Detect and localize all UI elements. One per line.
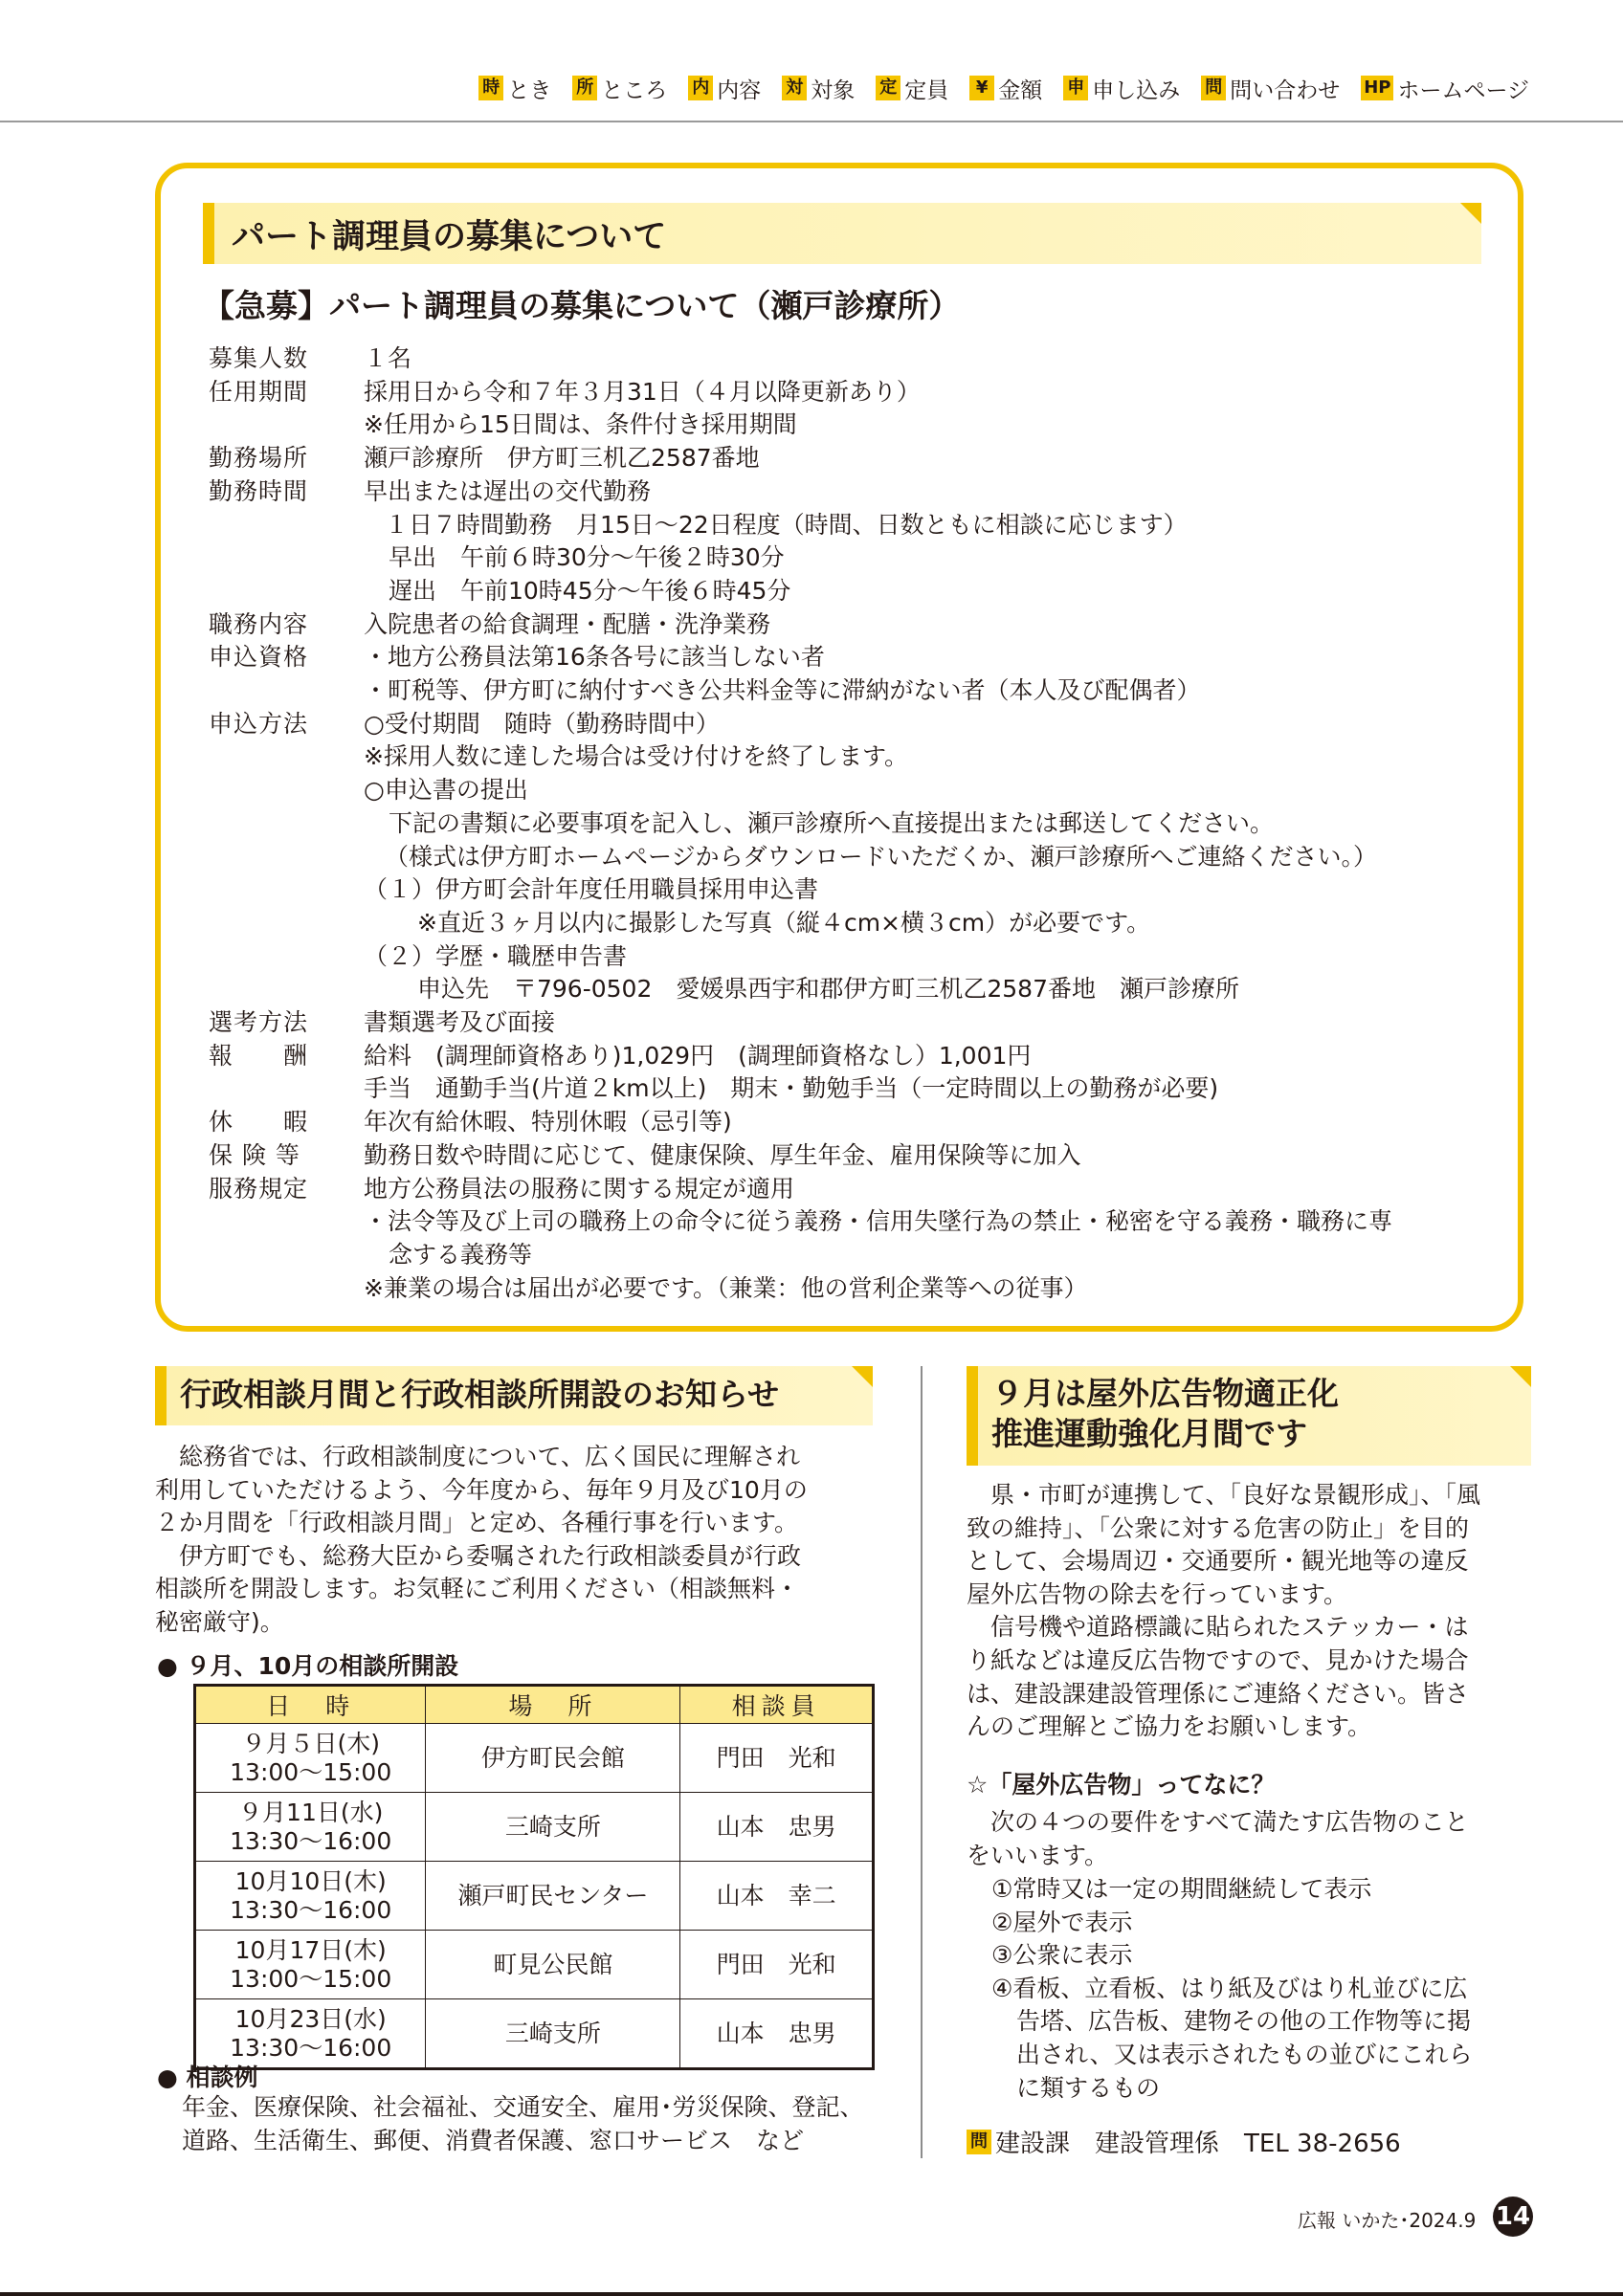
detail-row [209, 1205, 1481, 1239]
ads-title-ribbon [967, 1366, 1531, 1466]
detail-term-spacer [209, 1239, 364, 1272]
detail-row [209, 708, 1481, 741]
detail-value: ○申込書の提出 [364, 776, 528, 805]
legend-item [1201, 73, 1340, 104]
detail-term-spacer [209, 973, 364, 1006]
recruit-subtitle: 【急募】パート調理員の募集について（瀬戸診療所） [203, 287, 961, 324]
legend-label: ホームページ [1397, 77, 1529, 103]
detail-value: 瀬戸診療所 伊方町三机乙2587番地 [364, 444, 760, 473]
detail-term-spacer [209, 575, 364, 608]
detail-row [209, 973, 1481, 1006]
detail-term-spacer [209, 541, 364, 575]
consult-line: ２か月間を「行政相談月間」と定め、各種行事を行います。 [155, 1509, 799, 1537]
schedule-place: 瀬戸町民センター [426, 1862, 680, 1931]
legend-badge: 定 [876, 76, 900, 100]
schedule-time: 13:00～15:00 [230, 1757, 392, 1786]
detail-value: 地方公務員法の服務に関する規定が適用 [364, 1174, 795, 1203]
detail-value: 遅出 午前10時45分～午後６時45分 [389, 576, 791, 605]
legend-item [478, 73, 551, 104]
detail-row [209, 740, 1481, 774]
schedule-person: 山本 忠男 [680, 1999, 874, 2069]
detail-row [209, 541, 1481, 575]
detail-value: ・地方公務員法第16条各号に該当しない者 [364, 643, 825, 672]
detail-row [209, 641, 1481, 674]
ads-intro [967, 1479, 1541, 1744]
detail-value: ・町税等、伊方町に納付すべき公共料金等に滞納がない者（本人及び配偶者） [364, 676, 1201, 705]
recruit-box [155, 163, 1523, 1332]
schedule-date: 10月23日(水) [234, 2004, 387, 2033]
detail-row [209, 1173, 1481, 1206]
detail-row [209, 1040, 1481, 1073]
table-row [195, 1931, 874, 1999]
detail-term: 勤務時間 [209, 476, 309, 505]
legend-item [1361, 73, 1529, 104]
legend-label: 定員 [904, 77, 949, 103]
ads-contact-text: 建設課 建設管理係 TEL 38-2656 [995, 2130, 1401, 2158]
legend-label: 金額 [998, 77, 1043, 103]
table-row [195, 1724, 874, 1793]
detail-value: 早出または遅出の交代勤務 [364, 476, 652, 505]
header-place: 場 所 [426, 1686, 680, 1724]
detail-row [209, 1106, 1481, 1139]
detail-term: 任用期間 [209, 377, 309, 406]
inquiry-badge: 問 [967, 2130, 991, 2154]
detail-term-spacer [209, 873, 364, 907]
legend-item [572, 73, 667, 104]
detail-term: 報 酬 [209, 1041, 309, 1070]
detail-term: 選考方法 [209, 1008, 309, 1037]
legend-item [876, 73, 948, 104]
detail-value: 手当 通勤手当(片道２km以上) 期末・勤勉手当（一定時間以上の勤務が必要) [364, 1074, 1219, 1103]
detail-term: 保 険 等 [209, 1140, 300, 1169]
column-divider [921, 1366, 923, 2158]
detail-value: １日７時間勤務 月15日～22日程度（時間、日数ともに相談に応じます） [385, 510, 1188, 539]
legend-item [688, 73, 761, 104]
consult-line: 相談所を開設します。お気軽にご利用ください（相談無料・ [155, 1575, 800, 1603]
table-row [195, 1862, 874, 1931]
detail-value: 書類選考及び面接 [364, 1008, 556, 1037]
examples-line: 道路、生活衛生、郵便、消費者保護、窓口サービス など [182, 2126, 805, 2154]
examples-line: 年金、医療保険、社会福祉、交通安全、雇用･労災保険、登記、 [182, 2093, 864, 2121]
schedule-person: 門田 光和 [680, 1724, 874, 1793]
detail-term-spacer [209, 509, 364, 542]
recruit-details [209, 342, 1481, 1305]
footer-label: 広報 いかた･2024.9 [1298, 2209, 1477, 2232]
header-divider [0, 121, 1623, 122]
detail-term-spacer [209, 408, 364, 442]
detail-value: 申込先 〒796-0502 愛媛県西宇和郡伊方町三机乙2587番地 瀬戸診療所 [417, 975, 1239, 1004]
legend-badge: 時 [478, 76, 503, 100]
detail-row [209, 442, 1481, 475]
legend-label: 申し込み [1092, 77, 1181, 103]
requirement-line: ③公衆に表示 [991, 1941, 1133, 1970]
examples-list [182, 2091, 890, 2157]
detail-value: ※任用から15日間は、条件付き採用期間 [364, 410, 797, 439]
legend-bar [478, 71, 1529, 105]
schedule-date: 10月17日(木) [234, 1935, 387, 1964]
legend-item [1063, 73, 1180, 104]
detail-term: 休 暇 [209, 1108, 309, 1137]
detail-row [209, 376, 1481, 409]
schedule-date: ９月５日(木) [241, 1729, 380, 1757]
detail-row [209, 608, 1481, 642]
legend-label: 内容 [717, 77, 762, 103]
detail-term-spacer [209, 674, 364, 708]
detail-value: ※採用人数に達した場合は受け付けを終了します。 [364, 742, 908, 771]
schedule-time: 13:30～16:00 [230, 1895, 392, 1924]
legend-label: ところ [601, 77, 668, 103]
detail-term: 申込資格 [209, 643, 309, 672]
detail-row [209, 1072, 1481, 1106]
ads-definition-line: をいいます。 [967, 1841, 1109, 1869]
schedule-heading: ● ９月、10月の相談所開設 [157, 1652, 459, 1680]
detail-row [209, 408, 1481, 442]
header-date: 日 時 [195, 1686, 426, 1724]
detail-value: （１）伊方町会計年度任用職員採用申込書 [364, 875, 819, 904]
ads-contact [967, 2124, 1401, 2159]
ads-line: 致の維持」、「公衆に対する危害の防止」を目的 [967, 1513, 1470, 1542]
schedule-table [193, 1684, 875, 2070]
detail-term-spacer [209, 1072, 364, 1106]
detail-value: ○受付期間 随時（勤務時間中） [364, 709, 720, 738]
schedule-datetime-cell [195, 1862, 426, 1931]
schedule-place: 伊方町民会館 [426, 1724, 680, 1793]
detail-term: 募集人数 [209, 344, 309, 372]
detail-row [209, 807, 1481, 841]
examples-heading: ● 相談例 [157, 2064, 258, 2091]
detail-value: （２）学歴・職歴申告書 [364, 941, 628, 970]
detail-term: 職務内容 [209, 609, 309, 638]
schedule-person: 山本 忠男 [680, 1793, 874, 1862]
schedule-time: 13:00～15:00 [230, 1964, 392, 1993]
ads-title-line-1: ９月は屋外広告物適正化 [991, 1375, 1339, 1412]
consult-line: 利用していただけるよう、今年度から、毎年９月及び10月の [155, 1475, 808, 1504]
detail-row [209, 774, 1481, 807]
schedule-place: 町見公民館 [426, 1931, 680, 1999]
detail-row [209, 841, 1481, 874]
requirement-line: に類するもの [1016, 2073, 1161, 2102]
detail-row [209, 1239, 1481, 1272]
detail-row [209, 1272, 1481, 1306]
legend-badge: HP [1361, 76, 1393, 100]
requirement-line: 出され、又は表示されたもの並びにこれら [1016, 2040, 1473, 2068]
legend-badge: ¥ [969, 76, 994, 100]
legend-badge: 申 [1063, 76, 1088, 100]
detail-value: 下記の書類に必要事項を記入し、瀬戸診療所へ直接提出または郵送してください。 [389, 808, 1275, 837]
detail-term-spacer [209, 940, 364, 974]
detail-term: 申込方法 [209, 709, 309, 738]
consult-line: 総務省では、行政相談制度について、広く国民に理解され [155, 1443, 801, 1470]
ads-line: として、会場周辺・交通要所・観光地等の違反 [967, 1547, 1469, 1576]
detail-value: ※兼業の場合は届出が必要です。（兼業：他の営利企業等への従事） [364, 1273, 1088, 1302]
header-person: 相談員 [680, 1686, 874, 1724]
bottom-divider [0, 2292, 1623, 2296]
requirement-line: 告塔、広告板、建物その他の工作物等に掲 [1016, 2007, 1472, 2036]
ads-line: 信号機や道路標識に貼られたステッカー・は [967, 1613, 1469, 1642]
detail-term-spacer [209, 907, 364, 940]
legend-item [782, 73, 855, 104]
detail-row [209, 1139, 1481, 1173]
detail-term-spacer [209, 774, 364, 807]
schedule-date: 10月10日(木) [234, 1866, 387, 1895]
detail-value: 給料 (調理師資格あり)1,029円 (調理師資格なし）1,001円 [364, 1041, 1032, 1070]
schedule-date: ９月11日(水) [238, 1798, 384, 1826]
detail-row [209, 873, 1481, 907]
schedule-datetime-cell [195, 1793, 426, 1862]
table-row [195, 1793, 874, 1862]
ads-title-line-2: 推進運動強化月間です [991, 1415, 1307, 1452]
detail-row [209, 907, 1481, 940]
detail-term-spacer [209, 740, 364, 774]
schedule-datetime-cell [195, 1931, 426, 1999]
detail-row [209, 475, 1481, 509]
consult-line: 伊方町でも、総務大臣から委嘱された行政相談委員が行政 [155, 1541, 802, 1570]
legend-item [969, 73, 1042, 104]
schedule-person: 門田 光和 [680, 1931, 874, 1999]
detail-row [209, 940, 1481, 974]
detail-value: （様式は伊方町ホームページからダウンロードいただくか、瀬戸診療所へご連絡ください。） [385, 842, 1378, 871]
legend-label: 問い合わせ [1230, 77, 1341, 103]
detail-row [209, 674, 1481, 708]
legend-badge: 問 [1201, 76, 1226, 100]
detail-value: ※直近３ヶ月以内に撮影した写真（縦４cm×横３cm）が必要です。 [417, 908, 1151, 937]
ads-line: は、建設課建設管理係にご連絡ください。皆さ [967, 1679, 1470, 1708]
detail-term-spacer [209, 841, 364, 874]
recruit-title: パート調理員の募集について [232, 218, 667, 256]
detail-value: ・法令等及び上司の職務上の命令に従う義務・信用失墜行為の禁止・秘密を守る義務・職務に専 [364, 1207, 1393, 1236]
detail-term: 勤務場所 [209, 444, 309, 473]
schedule-place: 三崎支所 [426, 1793, 680, 1862]
legend-badge: 内 [688, 76, 713, 100]
detail-term: 服務規定 [209, 1174, 309, 1203]
ads-line: んのご理解とご協力をお願いします。 [967, 1712, 1372, 1741]
ads-definition [967, 1806, 1541, 1872]
consult-title-ribbon [155, 1366, 873, 1425]
requirement-line: ①常時又は一定の期間継続して表示 [991, 1875, 1372, 1903]
schedule-place: 三崎支所 [426, 1999, 680, 2069]
table-header-row [195, 1686, 874, 1724]
detail-term-spacer [209, 1272, 364, 1306]
schedule-time: 13:30～16:00 [230, 1826, 392, 1855]
schedule-person: 山本 幸二 [680, 1862, 874, 1931]
detail-row [209, 575, 1481, 608]
consult-line: 秘密厳守)。 [155, 1607, 284, 1636]
detail-value: 早出 午前６時30分～午後２時30分 [389, 543, 785, 572]
detail-value: １名 [364, 344, 412, 372]
legend-label: 対象 [811, 77, 856, 103]
detail-value: 入院患者の給食調理・配膳・洗浄業務 [364, 609, 771, 638]
schedule-time: 13:30～16:00 [230, 2033, 392, 2062]
legend-label: とき [507, 77, 552, 103]
page-number: 14 [1493, 2197, 1533, 2237]
detail-row [209, 509, 1481, 542]
legend-badge: 対 [782, 76, 807, 100]
ads-line: 屋外広告物の除去を行っています。 [967, 1579, 1348, 1608]
ads-line: 県・市町が連携して、「良好な景観形成」、「風 [967, 1481, 1481, 1509]
recruit-title-ribbon [203, 203, 1481, 264]
consult-title: 行政相談月間と行政相談所開設のお知らせ [180, 1376, 780, 1413]
consult-intro [155, 1441, 882, 1640]
ads-line: り紙などは違反広告物ですので、見かけた場合 [967, 1645, 1469, 1674]
detail-value: 採用日から令和７年３月31日（４月以降更新あり） [364, 377, 921, 406]
detail-term-spacer [209, 807, 364, 841]
requirement-line: ④看板、立看板、はり紙及びはり札並びに広 [991, 1974, 1468, 2002]
detail-value: 念する義務等 [389, 1240, 533, 1269]
detail-row [209, 342, 1481, 376]
detail-row [209, 1006, 1481, 1040]
detail-term-spacer [209, 1205, 364, 1239]
table-row [195, 1999, 874, 2069]
schedule-datetime-cell [195, 1724, 426, 1793]
detail-value: 年次有給休暇、特別休暇（忌引等) [364, 1108, 732, 1137]
ads-definition-line: 次の４つの要件をすべて満たす広告物のこと [967, 1808, 1469, 1836]
requirement-line: ②屋外で表示 [991, 1908, 1133, 1936]
ads-question-heading: ☆「屋外広告物」ってなに？ [967, 1771, 1276, 1799]
ads-requirements [991, 1873, 1546, 2105]
detail-value: 勤務日数や時間に応じて、健康保険、厚生年金、雇用保険等に加入 [364, 1140, 1081, 1169]
legend-badge: 所 [572, 76, 597, 100]
